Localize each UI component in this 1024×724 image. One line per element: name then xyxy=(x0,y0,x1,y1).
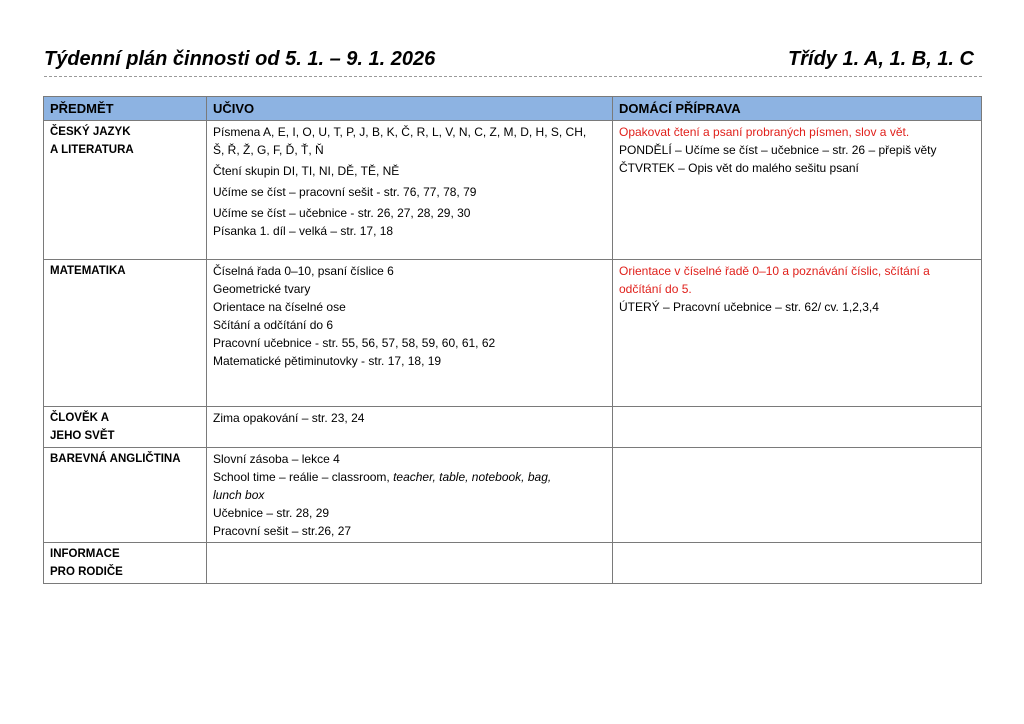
homework-line: ČTVRTEK – Opis vět do malého sešitu psaní xyxy=(619,161,859,175)
subject-line: PRO RODIČE xyxy=(50,566,123,578)
curriculum-czech xyxy=(207,121,613,260)
curriculum-line: Š, Ř, Ž, G, F, Ď, Ť, Ň xyxy=(213,143,324,157)
curriculum-english xyxy=(207,448,613,543)
homework-line: ÚTERÝ – Pracovní učebnice – str. 62/ cv. 1,2,3,4 xyxy=(619,300,879,314)
curriculum-line: Učíme se číst – učebnice - str. 26, 27, 28, 29, 30 xyxy=(213,206,471,220)
subject-parents xyxy=(44,543,207,584)
curriculum-plain: School time – reálie – classroom, xyxy=(213,470,394,484)
subject-math: MATEMATIKA xyxy=(44,260,207,407)
weekly-plan-table xyxy=(43,96,982,584)
curriculum-line: Zima opakování – str. 23, 24 xyxy=(213,411,365,425)
table-row-world xyxy=(44,407,982,448)
subject-line: ČESKÝ JAZYK xyxy=(50,126,131,138)
homework-czech xyxy=(613,121,982,260)
subject-line: A LITERATURA xyxy=(50,144,134,156)
curriculum-line: Pracovní sešit – str.26, 27 xyxy=(213,524,352,538)
curriculum-line: lunch box xyxy=(213,488,265,502)
curriculum-line: Sčítání a odčítání do 6 xyxy=(213,318,334,332)
subject-czech xyxy=(44,121,207,260)
subject-line: JEHO SVĚT xyxy=(50,430,115,442)
curriculum-line xyxy=(213,468,606,486)
title-row xyxy=(44,46,974,76)
homework-highlight: Orientace v číselné řadě 0–10 a poznávání číslic, sčítání a xyxy=(619,264,930,278)
curriculum-world xyxy=(207,407,613,448)
homework-parents xyxy=(613,543,982,584)
subject-world xyxy=(44,407,207,448)
curriculum-line: Geometrické tvary xyxy=(213,282,311,296)
table-row-math xyxy=(44,260,982,407)
subject-line: ČLOVĚK A xyxy=(50,412,109,424)
curriculum-line: Čtení skupin DI, TI, NI, DĚ, TĚ, NĚ xyxy=(213,164,400,178)
table-row-english xyxy=(44,448,982,543)
curriculum-line: Učíme se číst – pracovní sešit - str. 76, 77, 78, 79 xyxy=(213,185,477,199)
homework-line: PONDĚLÍ – Učíme se číst – učebnice – str. 26 – přepiš věty xyxy=(619,143,937,157)
table-header-row xyxy=(44,97,982,121)
page-title: Týdenní plán činnosti od 5. 1. – 9. 1. 2026 xyxy=(44,48,436,70)
subject-english: BAREVNÁ ANGLIČTINA xyxy=(44,448,207,543)
homework-highlight: odčítání do 5. xyxy=(619,282,692,296)
homework-math xyxy=(613,260,982,407)
subject-line: INFORMACE xyxy=(50,548,120,560)
curriculum-italic: teacher, table, notebook, bag, xyxy=(393,470,552,484)
title-divider xyxy=(44,76,982,77)
curriculum-parents xyxy=(207,543,613,584)
column-header-subject: PŘEDMĚT xyxy=(44,97,207,121)
homework-world xyxy=(613,407,982,448)
curriculum-line: Orientace na číselné ose xyxy=(213,300,346,314)
curriculum-math xyxy=(207,260,613,407)
table-row-czech xyxy=(44,121,982,260)
curriculum-line: Pracovní učebnice - str. 55, 56, 57, 58, 59, 60, 61, 62 xyxy=(213,336,496,350)
classes-title: Třídy 1. A, 1. B, 1. C xyxy=(788,48,974,70)
curriculum-line: Písmena A, E, I, O, U, T, P, J, B, K, Č, R, L, V, N, C, Z, M, D, H, S, CH, xyxy=(213,125,587,139)
homework-highlight: Opakovat čtení a psaní probraných písmen, slov a vět. xyxy=(619,125,910,139)
column-header-homework: DOMÁCÍ PŘÍPRAVA xyxy=(613,97,982,121)
curriculum-line: Učebnice – str. 28, 29 xyxy=(213,506,330,520)
curriculum-line: Číselná řada 0–10, psaní číslice 6 xyxy=(213,264,394,278)
homework-english xyxy=(613,448,982,543)
table-row-parents xyxy=(44,543,982,584)
curriculum-line: Slovní zásoba – lekce 4 xyxy=(213,452,340,466)
curriculum-line: Písanka 1. díl – velká – str. 17, 18 xyxy=(213,224,394,238)
curriculum-line: Matematické pětiminutovky - str. 17, 18, 19 xyxy=(213,354,442,368)
column-header-curriculum: UČIVO xyxy=(207,97,613,121)
